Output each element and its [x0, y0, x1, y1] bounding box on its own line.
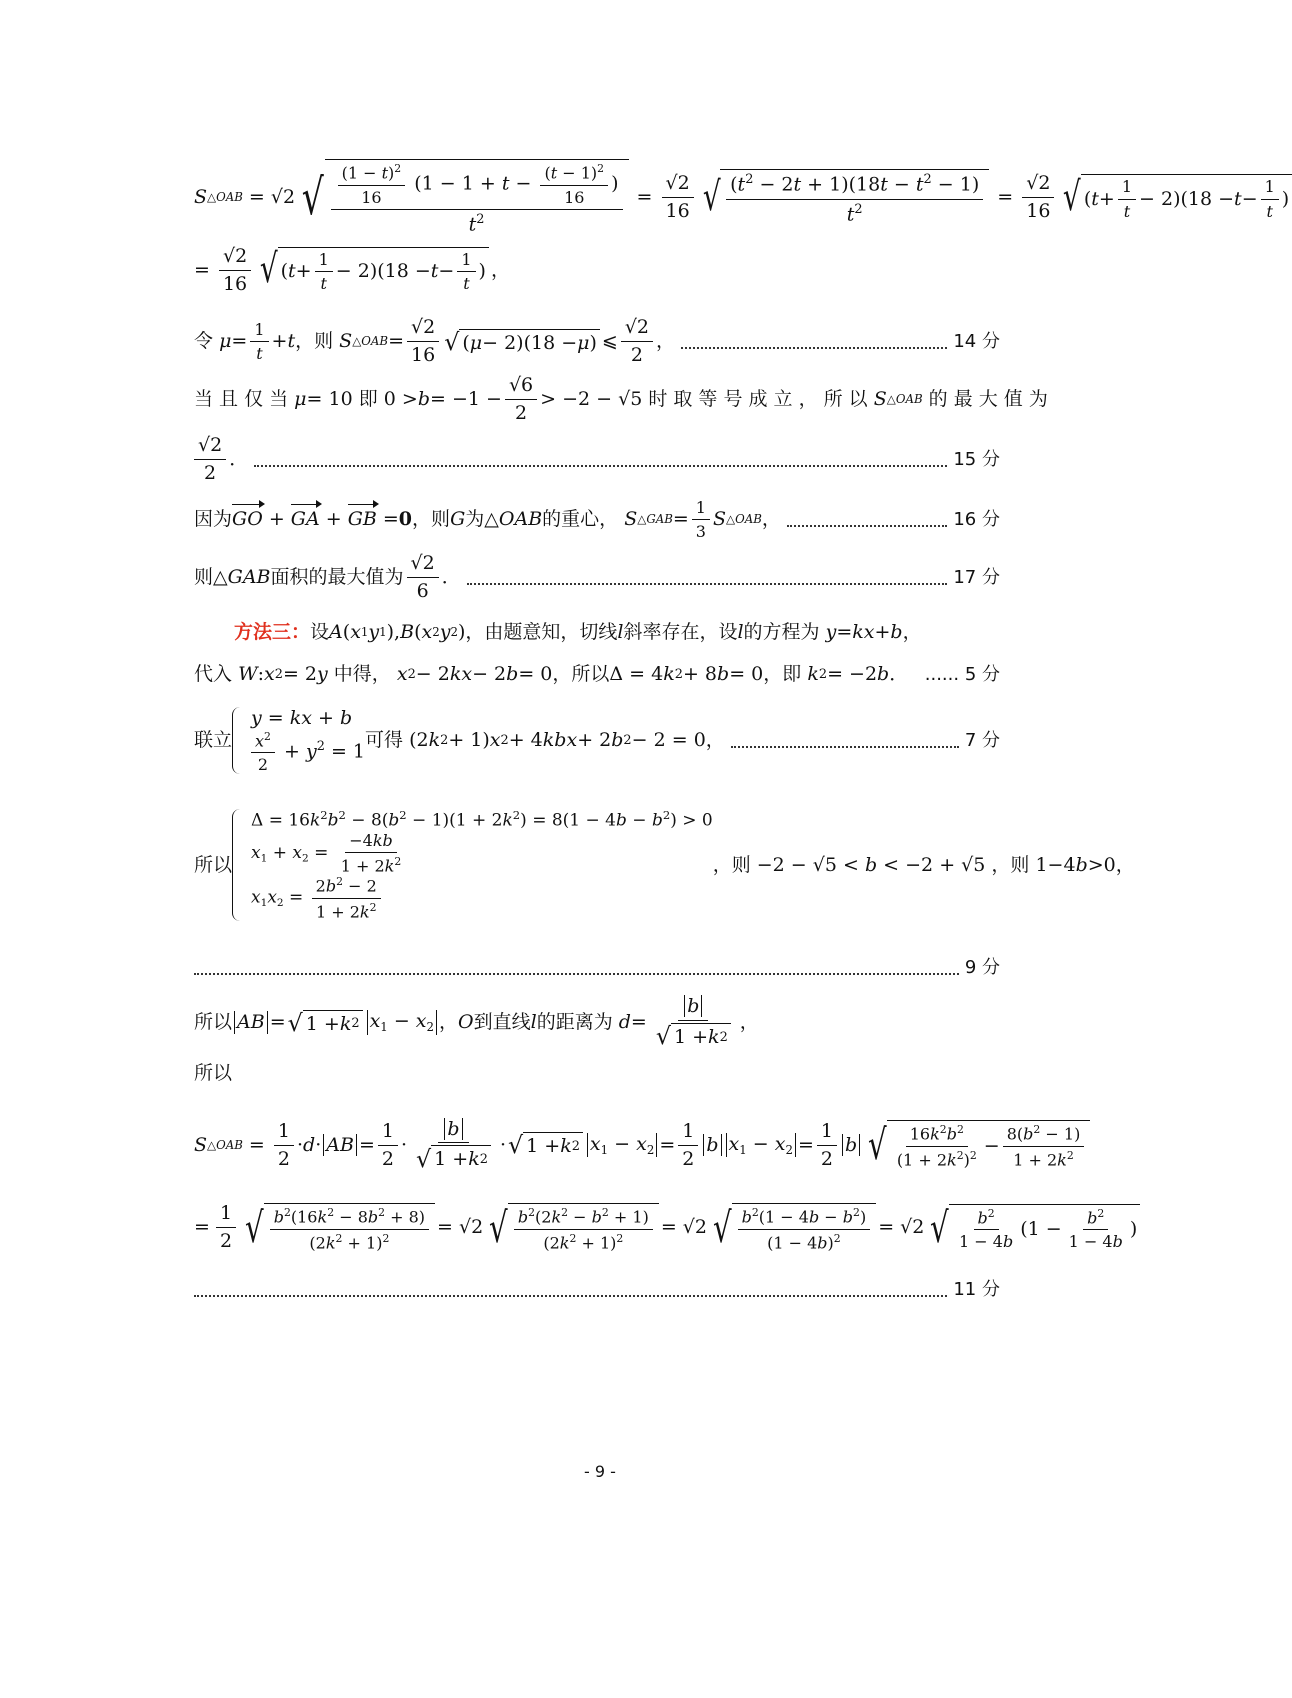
step-so: 所以 [194, 1061, 233, 1084]
score-5: ...... 5 分 [924, 663, 1000, 685]
score-11: 11 分 [953, 1279, 1000, 1301]
step-score-11 [194, 1275, 1000, 1305]
step-chord-length: 所以 AB = √ 1 + k 2 $x_1 - x_2$ ， O 到直线 l 的距离为 d = b √ 1 + k 2 ， [194, 995, 759, 1051]
score-15: 15 分 [953, 448, 1000, 470]
method-three-intro: 方法三： 设 A ( x 1 y 1 ), B ( x 2 y 2 ) ，由题意知，切线 l 斜率存在，设 l 的方程为 y = kx + b ， [234, 621, 922, 644]
dot-leader [681, 347, 947, 349]
step-equality-condition: 当 且 仅 当 μ = 10 即 0 > b = −1 − $\frac{√6}{2}$ > −2 − √5 时 取 等 号 成 立 ， 所 以 S △OAB 的 最 大 值 为 [194, 374, 1048, 424]
step-score-9 [194, 953, 1000, 983]
score-9: 9 分 [964, 957, 1000, 979]
score-16: 16 分 [953, 508, 1000, 530]
step-max-value: $\frac{√2}{2}$ ． 15 分 [194, 432, 1000, 487]
page-number: - 9 - [584, 1462, 616, 1481]
score-7: 7 分 [964, 729, 1000, 751]
score-14: 14 分 [953, 330, 1000, 352]
label-let: 令 [194, 330, 214, 353]
method-three-label: 方法三： [234, 621, 311, 644]
step-discriminant: 所以 $\Delta = 16k^2b^2 - 8(b^2 - 1)(1 + 2k^2) = 8(1 - 4b - b^2) > 0$ $x_1 + x_2$ = $\frac{-4kb}{1 + 2k^2}$ $x_1x_2$ = $\frac{2b^2 - 2}{1 + 2k^2}$ ，则 −2 − √5 < b < −2 + √5 ，则 1−4b>0， [194, 807, 1135, 922]
label-then: 则 [314, 330, 334, 353]
step-gab-area: 则 △ GAB 面积的最大值为 $\frac{√2}{6}$ ． 17 分 [194, 552, 1000, 602]
step-system: 联立 y = kx + b $\frac{x^2}{2}$ + $y^2 = 1$ 可得 (2 k 2 + 1) x 2 + 4 kbx + 2 b 2 − 2 = 0 ， 7 分 [194, 706, 1000, 775]
step-substitute: 代入 W : x 2 = 2 y 中得， x 2 − 2 kx − 2 b = 0 ， 所以 Δ = 4 k 2 + 8 b = 0 ， 即 k 2 = −2 b ． ...... 5 分 [194, 663, 1000, 686]
step-centroid: 因为 GO + GA + GB = 0 ， 则 G 为 △ OAB 的重心， S △GAB = $\frac{1}{3}$ S △OAB ， 16 分 [194, 497, 1000, 541]
score-17: 17 分 [953, 566, 1000, 588]
formula-area-step1: S △OAB = √2 √ $\frac{(1 - t)^2}{16}$ (1 − 1 + t − $\frac{(t - 1)^2}{16}$ ) $t^2$ = $\frac{√2}{16}$ √ $\frac{(t^2 - 2t + 1)(18t - t^2 - 1)}{t^2}$ = $\frac{√2}{16}$ √ ( t + $\frac{1}{t}$ − 2)(18 − t − $\frac{1}{t}$ ) [194, 140, 1000, 255]
comma: ， [490, 258, 510, 281]
step-let-mu: 令 μ = $\frac{1}{t}$ + t ， 则 S △OAB = $\frac{√2}{16}$ √ ( μ − 2)(18 − μ ) ⩽ $\frac{√2}{2}$ ， 14 分 [194, 316, 1000, 366]
formula-area-method3-b: = $\frac{1}{2}$ √ $\frac{b^2(16k^2 - 8b^2 + 8)}{(2k^2 + 1)^2}$ = √2 √ $\frac{b^2(2k^2 - b^2 + 1)}{(2k^2 + 1)^2}$ = √2 √ $\frac{b^2(1 - 4b - b^2)}{(1 - 4b)^2}$ = √2 √ $\frac{b^2}{1 - 4b}$ (1 − $\frac{b^2}{1 - 4b}$ ) [194, 1190, 1000, 1265]
formula-area-step2: = $\frac{√2}{16}$ √ ( t + $\frac{1}{t}$ − 2)(18 − t − $\frac{1}{t}$ ) ， [194, 244, 510, 295]
formula-area-method3-a: S △OAB = $\frac{1}{2}$ · d · AB = $\frac{1}{2}$ · b √ 1 + k 2 · √ 1 + k 2 $x_1 - x_2$ = $\frac{1}{2}$ b $x_1 - x_2$ = $\frac{1}{2}$ b √ $\frac{16k^2b^2}{(1 + 2k^2)^2}$ − $\frac{8(b^2 - 1)}{1 + 2k^2}$ [194, 1105, 1000, 1185]
